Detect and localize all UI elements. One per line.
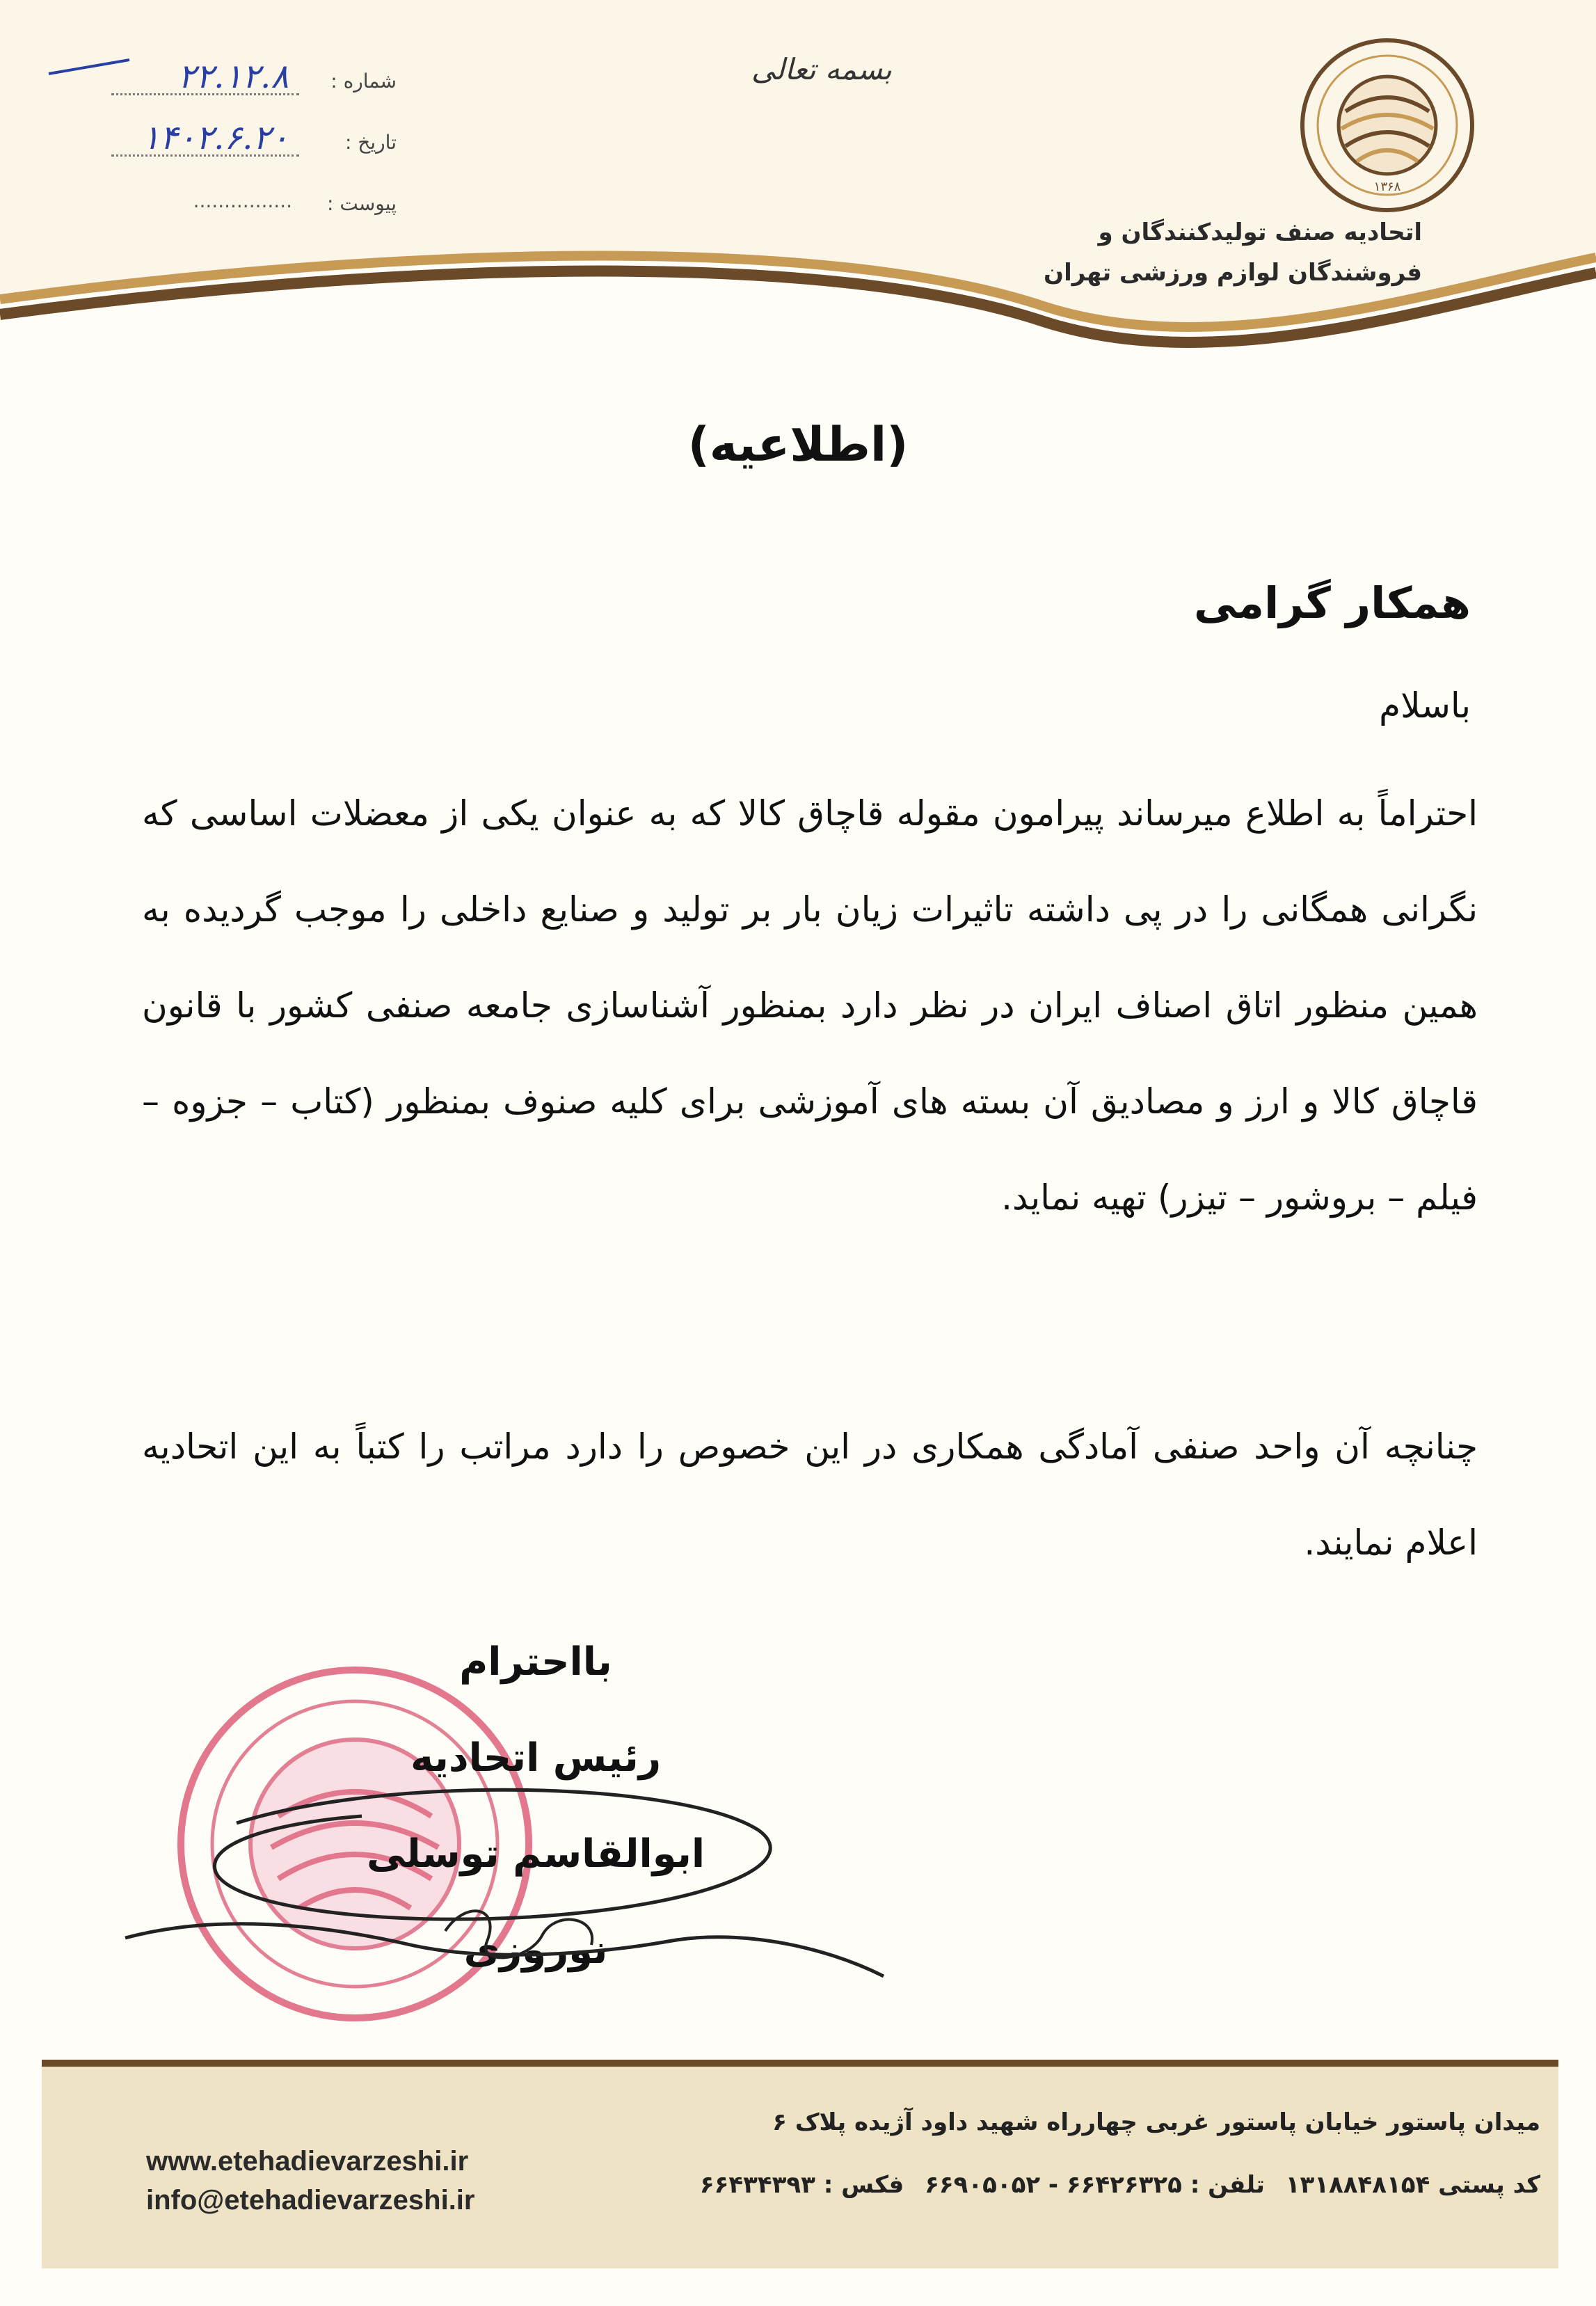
union-logo xyxy=(1297,35,1478,216)
logo-year: ۱۳۶۸ xyxy=(1373,180,1401,194)
salutation: همکار گرامی xyxy=(1193,578,1471,628)
footer-address: میدان پاستور خیابان پاستور غربی چهارراه شهید داود آژیده پلاک ۶ xyxy=(772,2108,1540,2136)
footer-contact xyxy=(687,2171,1540,2199)
union-name xyxy=(935,212,1422,293)
footer-phone: تلفن : ۶۶۴۲۶۳۲۵ - ۶۶۹۰۵۰۵۲ xyxy=(925,2171,1265,2199)
number-value: ۲۲.۱۲.۸ xyxy=(177,57,289,96)
attachment-label: پیوست : xyxy=(327,192,397,215)
footer-web xyxy=(146,2142,474,2220)
footer-email: info@etehadievarzeshi.ir xyxy=(146,2185,475,2216)
letterhead xyxy=(0,0,1596,376)
date-label: تاریخ : xyxy=(344,131,397,154)
letter-meta xyxy=(77,57,397,246)
greeting: باسلام xyxy=(1379,685,1471,726)
union-name-line2: فروشندگان لوازم ورزشی تهران xyxy=(1044,259,1422,287)
letter-footer xyxy=(0,2060,1596,2306)
footer-fax: فکس : ۶۶۴۳۴۳۹۳ xyxy=(699,2171,904,2199)
signer-title: رئیس اتحادیه xyxy=(410,1735,662,1781)
footer-website: www.etehadievarzeshi.ir xyxy=(146,2146,469,2177)
date-value: ۱۴۰۲.۶.۲۰ xyxy=(142,118,289,157)
letter-closing: چنانچه آن واحد صنفی آمادگی همکاری در این خصوص را دارد مراتب را کتباً به این اتحادیه اعلام نمایند. xyxy=(142,1426,1478,1563)
letter-title: (اطلاعیه) xyxy=(687,418,909,472)
union-name-line1: اتحادیه صنف تولیدکنندگان و xyxy=(1098,218,1422,246)
basmala: بسمه تعالی xyxy=(751,52,892,86)
signoff: بااحترام xyxy=(459,1639,612,1685)
signer-name: ابوالقاسم توسلی نوروزی xyxy=(366,1831,705,1973)
meta-attachment-row xyxy=(77,185,397,246)
meta-number-row xyxy=(77,57,397,124)
footer-postal: کد پستی ۱۳۱۸۸۴۸۱۵۴ xyxy=(1285,2171,1540,2199)
letter-body: احتراماً به اطلاع میرساند پیرامون مقوله قاچاق کالا که به عنوان یکی از معضلات اساسی که نگرانی همگانی را در پی داشته تاثیرات زیان بار بر تولید و صنایع داخلی را موجب گردیده به همین منظور اتاق اصناف ایران در نظر دارد بمنظور آشناسازی جامعه صنفی کشور با قانون قاچاق کالا و ارز و مصادیق آن بسته های آموزشی برای کلیه صنوف بمنظور (کتاب – جزوه – فیلم – بروشور – تیزر) تهیه نماید. xyxy=(142,793,1478,1218)
handwritten-signature xyxy=(111,1767,911,1997)
meta-date-row xyxy=(77,118,397,185)
footer-rule xyxy=(42,2060,1558,2067)
attachment-value: ................ xyxy=(193,189,292,212)
number-label: شماره : xyxy=(330,70,397,93)
